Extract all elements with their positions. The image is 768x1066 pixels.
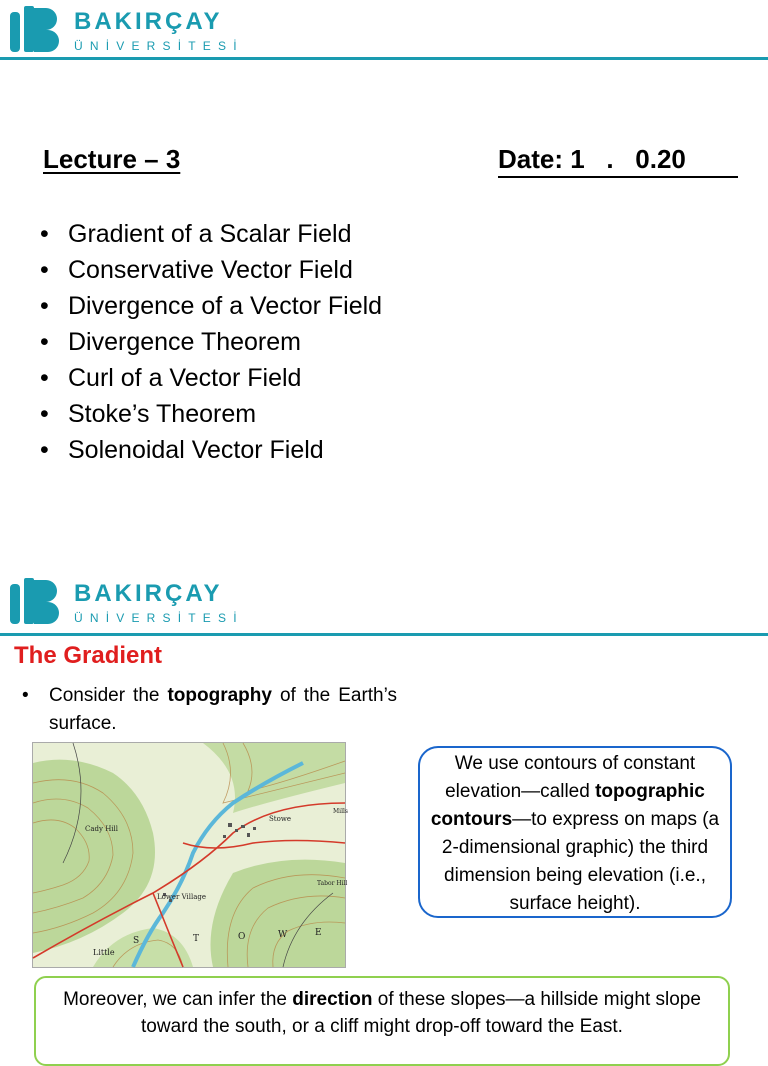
lecture-title: Lecture – 3 <box>43 144 181 174</box>
list-item: • Curl of a Vector Field <box>40 360 382 396</box>
list-item: • Conservative Vector Field <box>40 252 382 288</box>
map-label: E <box>315 928 322 938</box>
topic-list <box>40 216 382 468</box>
topographic-contours-callout: We use contours of constant elevation—called topographic contours—to express on maps (a 2-dimensional graphic) the third dimension being elevation (i.e., surface height). <box>418 746 732 918</box>
bullet-icon: • <box>22 685 29 706</box>
logo-wordmark: BAKIRÇAY <box>74 8 223 35</box>
map-label: Tabor Hill <box>317 880 348 887</box>
slide-title: The Gradient <box>14 642 163 669</box>
header-rule <box>0 633 768 636</box>
map-label: Cady Hill <box>85 825 119 833</box>
slope-direction-note: Moreover, we can infer the direction of these slopes—a hillside might slope toward the south, or a cliff might drop-off toward the East. <box>34 976 730 1066</box>
topographic-map <box>32 742 346 968</box>
list-item: • Divergence of a Vector Field <box>40 288 382 324</box>
map-label: Little <box>93 948 115 957</box>
slide-the-gradient <box>0 562 768 1037</box>
map-label: Lower Village <box>157 893 207 901</box>
university-logo <box>10 576 250 628</box>
bakircay-logo-icon <box>10 6 62 54</box>
university-logo <box>10 4 250 56</box>
map-label: W <box>278 930 288 940</box>
list-item: • Gradient of a Scalar Field <box>40 216 382 252</box>
header-rule <box>0 57 768 60</box>
map-label: Stowe <box>269 815 291 823</box>
map-label: S <box>133 936 141 946</box>
bullet-text: Consider the topography of the Earth’s surface. <box>49 685 397 734</box>
map-label: Mills <box>333 808 348 815</box>
bullet-consider <box>22 682 397 738</box>
logo-subtitle: ÜNİVERSİTESİ <box>74 39 244 53</box>
logo-wordmark: BAKIRÇAY <box>74 580 223 607</box>
map-label: O <box>238 932 246 942</box>
list-item: • Stoke’s Theorem <box>40 396 382 432</box>
bakircay-logo-icon <box>10 578 62 626</box>
lecture-date: Date: 1 . 0.20 <box>498 144 738 178</box>
list-item: • Divergence Theorem <box>40 324 382 360</box>
map-label: T <box>193 934 200 944</box>
logo-subtitle: ÜNİVERSİTESİ <box>74 611 244 625</box>
list-item: • Solenoidal Vector Field <box>40 432 382 468</box>
